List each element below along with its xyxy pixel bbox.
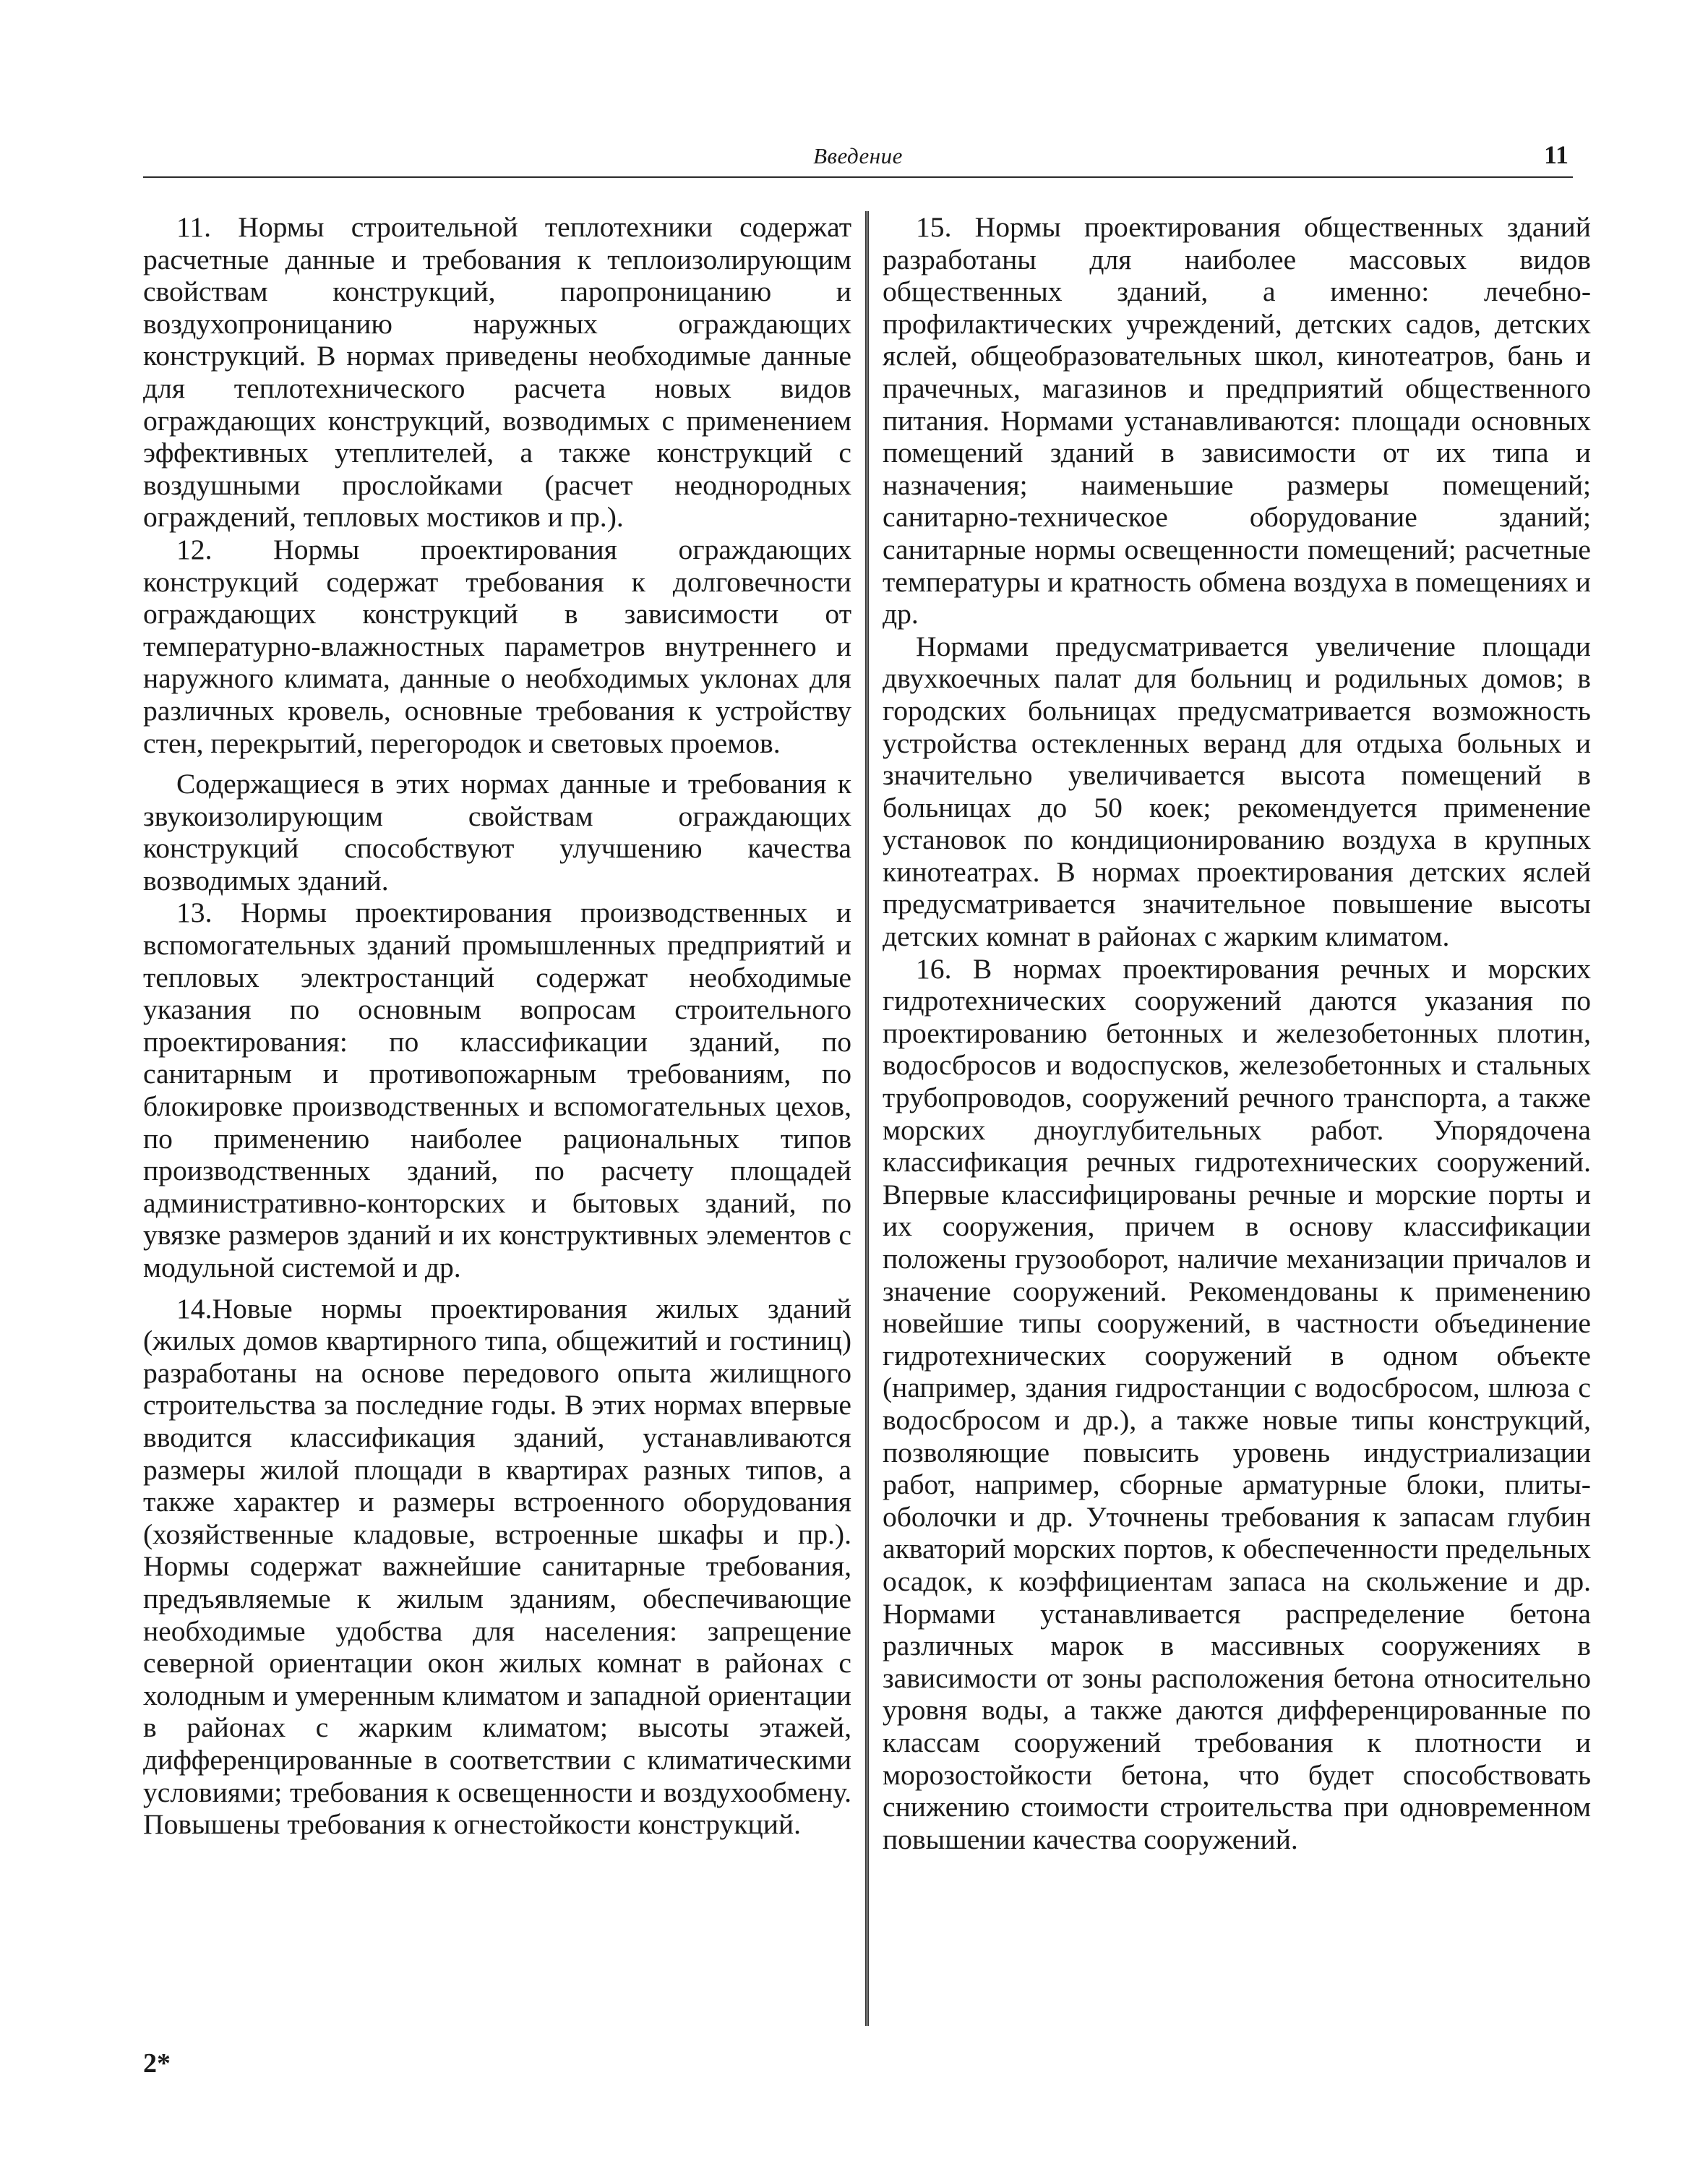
- paragraph-13: 13. Нормы проектирования производственных и вспомогательных зданий промышленных предприятий и тепловых электростанций содержат необходимые указания по основным вопросам строительного проектирования: по классификации зданий, по санитарным и противопожарным требованиям, по блокировке производственных и вспомогательных цехов, по применению наиболее рациональных типов производственных зданий, по расчету площадей административно-конторских и бытовых зданий, по увязке размеров зданий и их конструктивных элементов с модульной системой и др.: [143, 897, 851, 1283]
- paragraph-15: 15. Нормы проектирования общественных зданий разработаны для наиболее массовых видов общественных зданий, а именно: лечебно-профилактических учреждений, детских садов, детских яслей, общеобразовательных школ, кинотеатров, бань и прачечных, магазинов и предприятий общественного питания. Нормами устанавливаются: площади основных помещений зданий в зависимости от их типа и назначения; наименьшие размеры помещений; санитарно-техническое оборудование зданий; санитарные нормы освещенности помещений; расчетные температуры и кратность обмена воздуха в помещениях и др.: [883, 211, 1591, 630]
- running-header: [143, 142, 1573, 176]
- paragraph-12-continued: Содержащиеся в этих нормах данные и требования к звукоизолирующим свойствам ограждающих конструкций способствуют улучшению качества возводимых зданий.: [143, 768, 851, 897]
- signature-mark: 2*: [143, 2048, 171, 2079]
- page-number: 11: [1543, 140, 1568, 169]
- paragraph-14: 14.Новые нормы проектирования жилых зданий (жилых домов квартирного типа, общежитий и гостиниц) разработаны на основе передового опыта жилищного строительства за последние годы. В этих нормах впервые вводится классификация зданий, устанавливаются размеры жилой площади в квартирах разных типов, а также характер и размеры встроенного оборудования (хозяйственные кладовые, встроенные шкафы и пр.). Нормы содержат важнейшие санитарные требования, предъявляемые к жилым зданиям, обеспечивающие необходимые удобства для населения: запрещение северной ориентации окон жилых комнат в районах с холодным и умеренным климатом и западной ориентации в районах с жарким климатом; высоты этажей, дифференцированные в соответствии с климатическими условиями; требования к освещенности и воздухообмену. Повышены требования к огнестойкости конструкций.: [143, 1292, 851, 1841]
- paragraph-11: 11. Нормы строительной теплотехники содержат расчетные данные и требования к теплоизолирующим свойствам конструкций, паропроницанию и воздухопроницанию наружных ограждающих конструкций. В нормах приведены необходимые данные для теплотехнического расчета новых видов ограждающих конструкций, возводимых с применением эффективных утеплителей, а также конструкций с воздушными прослойками (расчет неоднородных ограждений, тепловых мостиков и пр.).: [143, 211, 851, 534]
- left-column: [143, 211, 851, 1841]
- running-title: Введение: [813, 143, 903, 168]
- header-rule: [143, 176, 1573, 178]
- paragraph-12: 12. Нормы проектирования ограждающих конструкций содержат требования к долговечности ограждающих конструкций в зависимости от температурно-влажностных параметров внутреннего и наружного климата, данные о необходимых уклонах для различных кровель, основные требования к устройству стен, перекрытий, перегородок и световых проемов.: [143, 533, 851, 759]
- paragraph-15-continued: Нормами предусматривается увеличение площади двухкоечных палат для больниц и родильных домов; в городских больницах предусматривается возможность устройства остекленных веранд для отдыха больных и значительно увеличивается высота помещений в больницах до 50 коек; рекомендуется применение установок по кондиционированию воздуха в крупных кинотеатрах. В нормах проектирования детских яслей предусматривается значительное повышение высоты детских комнат в районах с жарким климатом.: [883, 630, 1591, 953]
- paragraph-16: 16. В нормах проектирования речных и морских гидротехнических сооружений даются указания по проектированию бетонных и железобетонных плотин, водосбросов и водоспусков, железобетонных и стальных трубопроводов, сооружений речного транспорта, а также морских дноуглубительных работ. Упорядочена классификация речных гидротехнических сооружений. Впервые классифицированы речные и морские порты и их сооружения, причем в основу классификации положены грузооборот, наличие механизации причалов и значение сооружений. Рекомендованы к применению новейшие типы сооружений, в частности объединение гидротехнических сооружений в одном объекте (например, здания гидростанции с водосбросом, шлюза с водосбросом и др.), а также новые типы конструкций, позволяющие повысить уровень индустриализации работ, например, сборные арматурные блоки, плиты-оболочки и др. Уточнены требования к запасам глубин акваторий морских портов, к обеспеченности предельных осадок, к коэффициентам запаса на скольжение и др. Нормами устанавливается распределение бетона различных марок в массивных сооружениях в зависимости от зоны расположения бетона относительно уровня воды, а также даются дифференцированные по классам сооружений требования к плотности и морозостойкости бетона, что будет способствовать снижению стоимости строительства при одновременном повышении качества сооружений.: [883, 952, 1591, 1855]
- right-column: [883, 211, 1591, 1855]
- column-divider: [865, 211, 869, 2026]
